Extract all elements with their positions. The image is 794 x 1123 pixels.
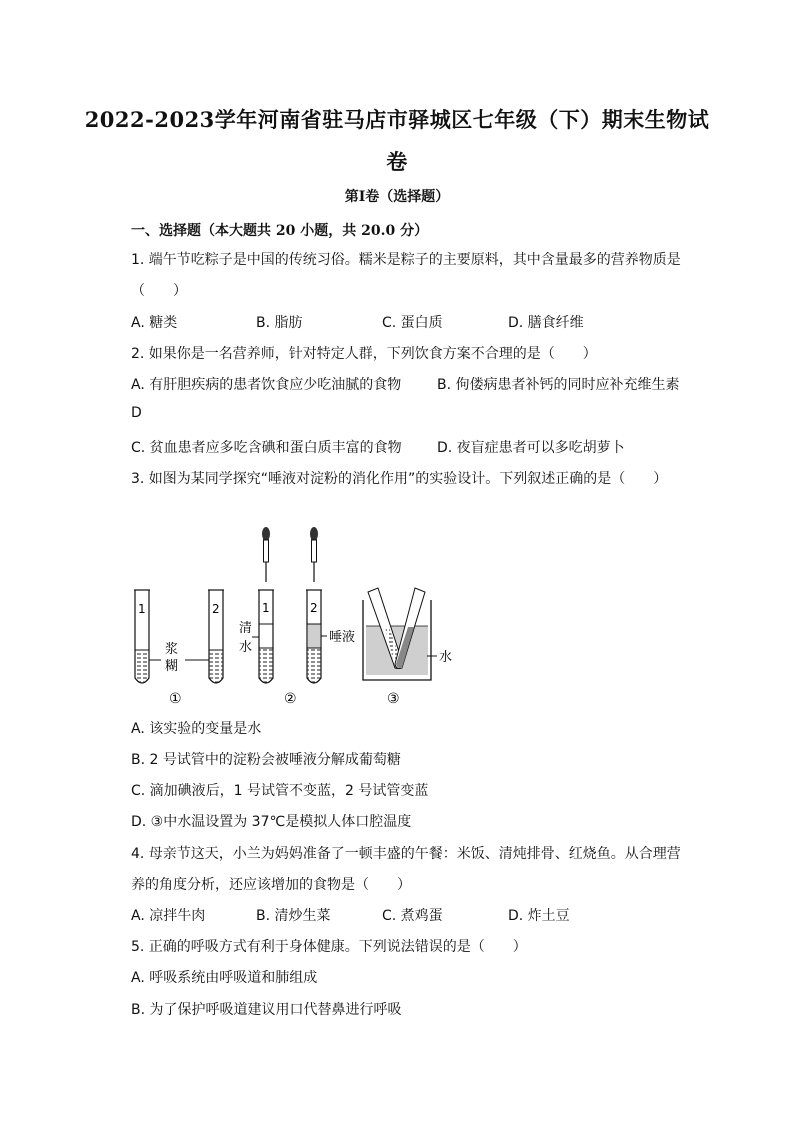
step2-number: ② — [284, 691, 297, 707]
q1-option-c: C. 蛋白质 — [382, 315, 443, 331]
label-water-2: 水 — [239, 640, 253, 655]
label-water-1: 清 — [239, 621, 253, 636]
q2-option-a: A. 有肝胆疾病的患者饮食应少吃油腻的食物 — [131, 377, 402, 393]
label-bath-water: 水 — [439, 650, 453, 665]
q4-option-a: A. 凉拌牛肉 — [131, 908, 206, 924]
q5-option-b: B. 为了保护呼吸道建议用口代替鼻进行呼吸 — [131, 1002, 402, 1018]
step1-tube2 — [208, 590, 224, 683]
q3-option-b: B. 2 号试管中的淀粉会被唾液分解成葡萄糖 — [131, 752, 401, 768]
label-saliva: 唾液 — [329, 630, 356, 645]
q5-option-a: A. 呼吸系统由呼吸道和肺组成 — [131, 970, 318, 986]
dropper-right — [310, 527, 318, 582]
label-paste-2: 糊 — [165, 659, 179, 674]
q3-option-c: C. 滴加碘液后，1 号试管不变蓝，2 号试管变蓝 — [131, 783, 429, 799]
q4-option-c: C. 煮鸡蛋 — [382, 908, 443, 924]
q4-stem-cont: 养的角度分析，还应该增加的食物是（ ） — [131, 877, 411, 893]
step2-tube1 — [258, 590, 274, 683]
q4-option-d: D. 炸土豆 — [508, 908, 570, 924]
step2-tube1-label: 1 — [262, 601, 270, 615]
q1-option-a: A. 糖类 — [131, 315, 178, 331]
q3-option-d: D. ③中水温设置为 37℃是模拟人体口腔温度 — [131, 814, 412, 830]
step1-number: ① — [169, 691, 182, 707]
q1-stem-cont: （ ） — [131, 283, 187, 299]
tube1-label: 1 — [138, 602, 146, 616]
q3-option-a: A. 该实验的变量是水 — [131, 721, 262, 737]
water-bath-beaker — [363, 588, 452, 680]
q4-option-b: B. 清炒生菜 — [256, 908, 331, 924]
q3-stem: 3. 如图为某同学探究“唾液对淀粉的消化作用”的实验设计。下列叙述正确的是（ ） — [131, 471, 668, 487]
q2-stem: 2. 如果你是一名营养师，针对特定人群，下列饮食方案不合理的是（ ） — [131, 346, 597, 362]
q1-option-d: D. 膳食纤维 — [508, 315, 584, 331]
section-subtitle: 第I卷（选择题） — [344, 189, 450, 205]
q1-stem: 1. 端午节吃粽子是中国的传统习俗。糯米是粽子的主要原料，其中含量最多的营养物质是 — [131, 252, 681, 268]
q2-option-c: C. 贫血患者应多吃含碘和蛋白质丰富的食物 — [131, 440, 402, 456]
step2-tube2 — [306, 590, 322, 683]
q3-experiment-figure — [125, 520, 455, 715]
step2-tube2-label: 2 — [310, 601, 318, 615]
step1-tube1 — [134, 590, 150, 683]
q1-option-b: B. 脂肪 — [256, 315, 303, 331]
dropper-left — [262, 527, 270, 582]
q2-option-b-cont: D — [131, 405, 142, 421]
tube2-label: 2 — [212, 602, 220, 616]
q5-stem: 5. 正确的呼吸方式有利于身体健康。下列说法错误的是（ ） — [131, 939, 527, 955]
q2-option-b: B. 佝偻病患者补钙的同时应补充维生素 — [437, 377, 680, 393]
step3-number: ③ — [387, 691, 400, 707]
q2-option-d: D. 夜盲症患者可以多吃胡萝卜 — [437, 440, 625, 456]
label-paste-1: 浆 — [165, 642, 179, 657]
section-header: 一、选择题（本大题共 20 小题，共 20.0 分） — [131, 223, 429, 239]
exam-title-line2: 卷 — [386, 149, 408, 174]
q4-stem: 4. 母亲节这天，小兰为妈妈准备了一顿丰盛的午餐：米饭、清炖排骨、红烧鱼。从合理营 — [131, 846, 681, 862]
exam-title-line1: 2022-2023学年河南省驻马店市驿城区七年级（下）期末生物试 — [84, 107, 710, 132]
